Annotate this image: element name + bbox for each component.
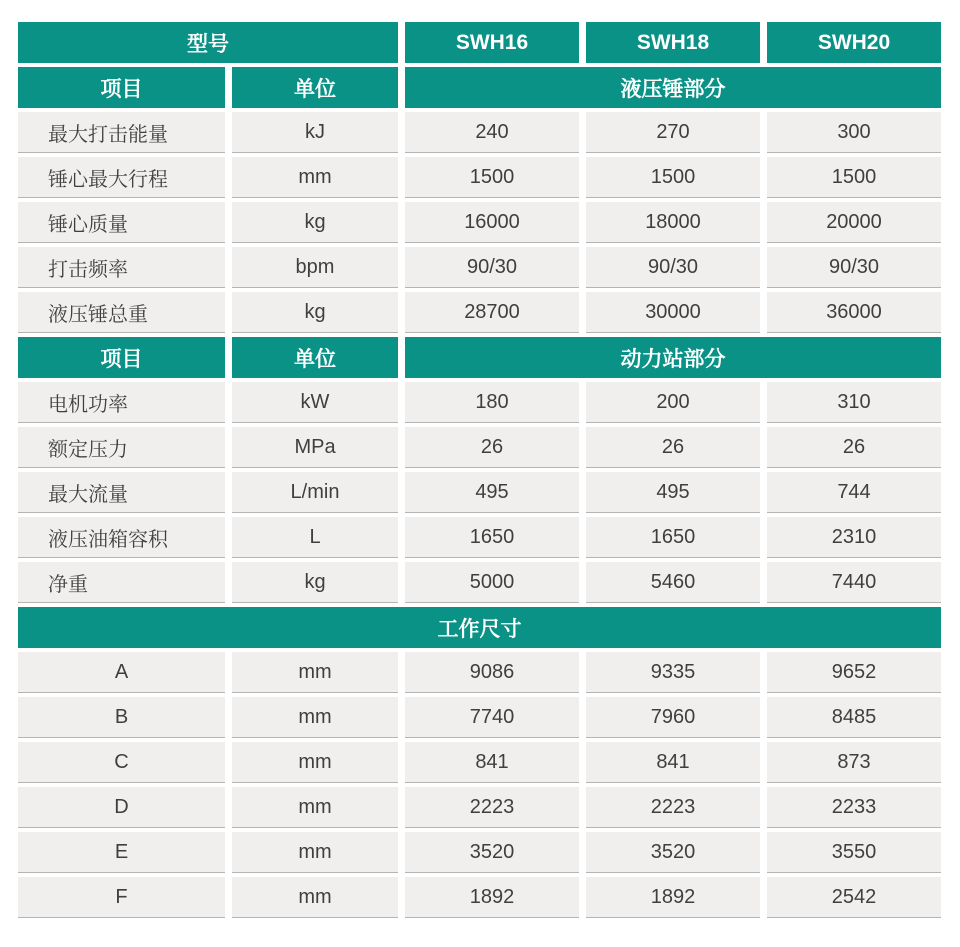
- spec-unit: MPa: [232, 427, 398, 468]
- spec-value-swh16: 2223: [405, 787, 579, 828]
- table-row: [18, 427, 941, 468]
- spec-unit: mm: [232, 742, 398, 783]
- section-title-powerpack: 动力站部分: [405, 337, 941, 378]
- spec-unit: mm: [232, 157, 398, 198]
- spec-item-label: 额定压力: [18, 427, 225, 468]
- spec-value-swh16: 1500: [405, 157, 579, 198]
- dimension-label: F: [18, 877, 225, 918]
- unit-column-header: 单位: [232, 337, 398, 378]
- spec-item-label: 打击频率: [18, 247, 225, 288]
- spec-value-swh16: 90/30: [405, 247, 579, 288]
- spec-unit: kW: [232, 382, 398, 423]
- spec-value-swh20: 2310: [767, 517, 941, 558]
- spec-value-swh18: 1500: [586, 157, 760, 198]
- spec-value-swh16: 1650: [405, 517, 579, 558]
- unit-column-header: 单位: [232, 67, 398, 108]
- table-row: [18, 472, 941, 513]
- table-row: [18, 877, 941, 918]
- spec-item-label: 液压油箱容积: [18, 517, 225, 558]
- spec-value-swh20: 300: [767, 112, 941, 153]
- spec-value-swh18: 3520: [586, 832, 760, 873]
- spec-unit: kJ: [232, 112, 398, 153]
- spec-value-swh20: 8485: [767, 697, 941, 738]
- spec-value-swh18: 2223: [586, 787, 760, 828]
- model-header-row: [18, 22, 941, 63]
- spec-value-swh18: 26: [586, 427, 760, 468]
- spec-value-swh16: 28700: [405, 292, 579, 333]
- spec-unit: L/min: [232, 472, 398, 513]
- spec-value-swh18: 1892: [586, 877, 760, 918]
- dimension-label: C: [18, 742, 225, 783]
- table-row: [18, 787, 941, 828]
- model-swh20-header: SWH20: [767, 22, 941, 63]
- spec-value-swh20: 2233: [767, 787, 941, 828]
- table-row: [18, 112, 941, 153]
- spec-value-swh16: 16000: [405, 202, 579, 243]
- item-column-header: 项目: [18, 337, 225, 378]
- spec-value-swh20: 1500: [767, 157, 941, 198]
- table-row: [18, 202, 941, 243]
- spec-value-swh20: 36000: [767, 292, 941, 333]
- spec-value-swh16: 3520: [405, 832, 579, 873]
- spec-value-swh18: 90/30: [586, 247, 760, 288]
- table-row: [18, 652, 941, 693]
- spec-value-swh18: 30000: [586, 292, 760, 333]
- model-swh18-header: SWH18: [586, 22, 760, 63]
- spec-value-swh16: 26: [405, 427, 579, 468]
- item-column-header: 项目: [18, 67, 225, 108]
- spec-value-swh20: 9652: [767, 652, 941, 693]
- spec-item-label: 净重: [18, 562, 225, 603]
- model-swh16-header: SWH16: [405, 22, 579, 63]
- spec-value-swh16: 1892: [405, 877, 579, 918]
- spec-unit: kg: [232, 292, 398, 333]
- dimension-label: A: [18, 652, 225, 693]
- spec-value-swh16: 9086: [405, 652, 579, 693]
- spec-unit: mm: [232, 652, 398, 693]
- spec-value-swh20: 90/30: [767, 247, 941, 288]
- dimension-label: B: [18, 697, 225, 738]
- spec-unit: bpm: [232, 247, 398, 288]
- spec-unit: kg: [232, 562, 398, 603]
- table-row: [18, 247, 941, 288]
- table-row: [18, 517, 941, 558]
- spec-value-swh18: 18000: [586, 202, 760, 243]
- spec-value-swh18: 1650: [586, 517, 760, 558]
- spec-item-label: 电机功率: [18, 382, 225, 423]
- spec-unit: mm: [232, 697, 398, 738]
- spec-item-label: 锤心质量: [18, 202, 225, 243]
- spec-unit: kg: [232, 202, 398, 243]
- spec-value-swh20: 7440: [767, 562, 941, 603]
- spec-value-swh16: 180: [405, 382, 579, 423]
- spec-value-swh20: 310: [767, 382, 941, 423]
- table-row: [18, 832, 941, 873]
- dimension-label: E: [18, 832, 225, 873]
- spec-unit: mm: [232, 787, 398, 828]
- spec-item-label: 锤心最大行程: [18, 157, 225, 198]
- spec-table: [11, 18, 948, 922]
- spec-unit: mm: [232, 877, 398, 918]
- table-row: [18, 742, 941, 783]
- table-row: [18, 292, 941, 333]
- dimension-label: D: [18, 787, 225, 828]
- spec-item-label: 液压锤总重: [18, 292, 225, 333]
- spec-item-label: 最大打击能量: [18, 112, 225, 153]
- spec-value-swh20: 26: [767, 427, 941, 468]
- section-title-hammer: 液压锤部分: [405, 67, 941, 108]
- table-row: [18, 562, 941, 603]
- section-header-row: [18, 607, 941, 648]
- table-row: [18, 157, 941, 198]
- spec-value-swh16: 495: [405, 472, 579, 513]
- section-header-row: [18, 337, 941, 378]
- spec-value-swh20: 873: [767, 742, 941, 783]
- table-row: [18, 697, 941, 738]
- model-header-label: 型号: [18, 22, 398, 63]
- spec-value-swh18: 495: [586, 472, 760, 513]
- spec-value-swh18: 200: [586, 382, 760, 423]
- spec-value-swh18: 7960: [586, 697, 760, 738]
- spec-value-swh20: 744: [767, 472, 941, 513]
- spec-value-swh16: 841: [405, 742, 579, 783]
- spec-item-label: 最大流量: [18, 472, 225, 513]
- table-row: [18, 382, 941, 423]
- spec-value-swh18: 9335: [586, 652, 760, 693]
- spec-value-swh20: 2542: [767, 877, 941, 918]
- spec-value-swh18: 841: [586, 742, 760, 783]
- spec-value-swh20: 20000: [767, 202, 941, 243]
- spec-unit: mm: [232, 832, 398, 873]
- spec-unit: L: [232, 517, 398, 558]
- spec-value-swh16: 5000: [405, 562, 579, 603]
- spec-value-swh18: 270: [586, 112, 760, 153]
- spec-value-swh16: 240: [405, 112, 579, 153]
- section-header-row: [18, 67, 941, 108]
- spec-value-swh20: 3550: [767, 832, 941, 873]
- spec-value-swh16: 7740: [405, 697, 579, 738]
- spec-value-swh18: 5460: [586, 562, 760, 603]
- section-title-working-dimensions: 工作尺寸: [18, 607, 941, 648]
